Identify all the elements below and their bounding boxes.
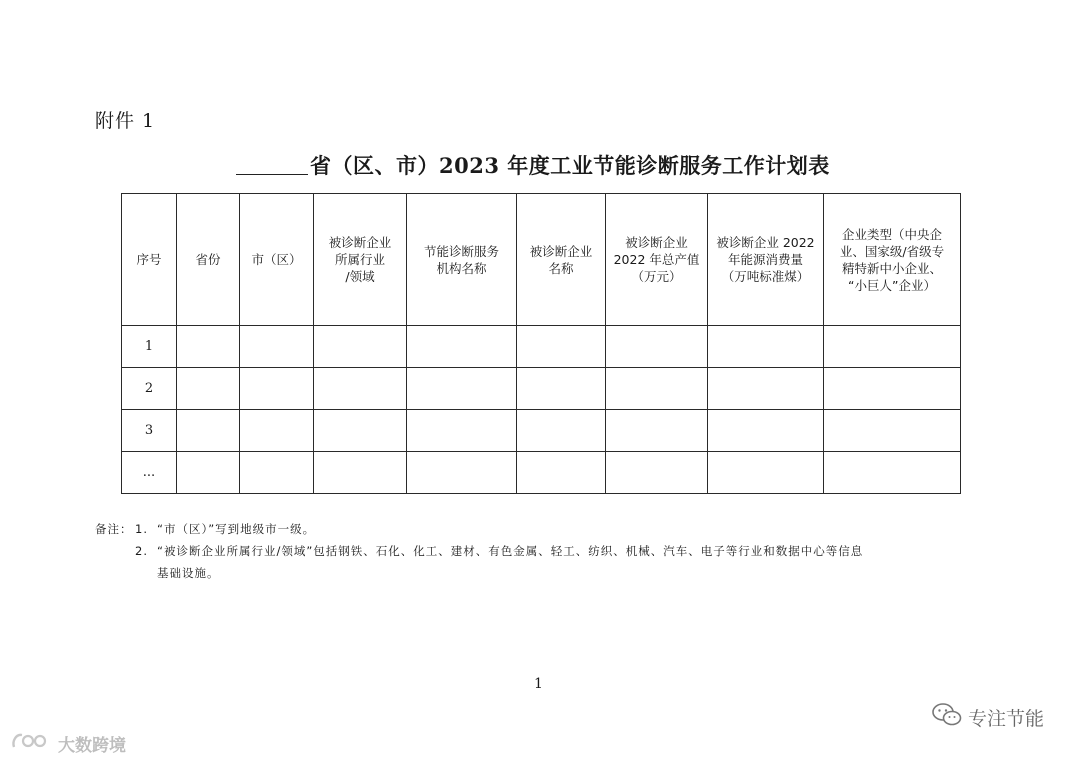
header-index: 序号 [122, 194, 177, 326]
cell-company-name [517, 452, 606, 494]
note-number: 2. [135, 544, 148, 558]
cell-company-type [824, 410, 961, 452]
watermark-right-text: 专注节能 [967, 708, 1044, 730]
cell-company-type [824, 326, 961, 368]
cell-company-name [517, 368, 606, 410]
header-company-name: 被诊断企业 名称 [517, 194, 606, 326]
header-city: 市（区） [240, 194, 314, 326]
wechat-icon [932, 702, 962, 733]
cell-energy-consumption [708, 326, 824, 368]
cell-output-value [606, 452, 708, 494]
header-industry: 被诊断企业 所属行业 /领域 [314, 194, 407, 326]
cell-industry [314, 368, 407, 410]
table-row [122, 326, 961, 368]
cell-city [240, 368, 314, 410]
note-text-continued: 基础设施。 [157, 566, 220, 580]
cell-service-org [407, 368, 517, 410]
cell-industry [314, 452, 407, 494]
header-energy-consumption: 被诊断企业 2022 年能源消费量 （万吨标准煤） [708, 194, 824, 326]
table-header-row [122, 194, 961, 326]
cell-service-org [407, 326, 517, 368]
cell-output-value [606, 368, 708, 410]
cell-energy-consumption [708, 452, 824, 494]
table-row [122, 368, 961, 410]
notes-section [95, 518, 975, 584]
cell-province [177, 410, 240, 452]
note-text: “被诊断企业所属行业/领域”包括钢铁、石化、化工、建材、有色金属、轻工、纺织、机械、汽车、电子等行业和数据中心等信息 [157, 544, 864, 558]
note-number: 1. [135, 522, 148, 536]
cell-output-value [606, 326, 708, 368]
cell-province [177, 452, 240, 494]
header-province: 省份 [177, 194, 240, 326]
attachment-label: 附件 1 [95, 110, 156, 132]
note-text: “市（区）”写到地级市一级。 [157, 522, 316, 536]
cell-city [240, 410, 314, 452]
row-index: ... [122, 452, 177, 494]
cell-province [177, 368, 240, 410]
cell-city [240, 452, 314, 494]
province-blank-line [236, 174, 308, 175]
header-output-value: 被诊断企业 2022 年总产值 （万元） [606, 194, 708, 326]
table-row [122, 410, 961, 452]
watermark-left [10, 731, 126, 756]
row-index: 2 [122, 368, 177, 410]
cell-city [240, 326, 314, 368]
cell-service-org [407, 452, 517, 494]
plan-table [121, 193, 961, 494]
cell-company-type [824, 368, 961, 410]
cell-industry [314, 326, 407, 368]
document-title [236, 150, 830, 180]
watermark-left-text: 大数跨境 [58, 736, 126, 756]
notes-lead: 备注： [95, 522, 133, 536]
header-company-type: 企业类型（中央企 业、国家级/省级专 精特新中小企业、 “小巨人”企业） [824, 194, 961, 326]
cell-service-org [407, 410, 517, 452]
table-row [122, 452, 961, 494]
cell-industry [314, 410, 407, 452]
notes-lead-spacer [95, 540, 135, 562]
cell-output-value [606, 410, 708, 452]
cell-energy-consumption [708, 410, 824, 452]
watermark-right [932, 702, 1044, 733]
page-number: 1 [534, 676, 543, 692]
brand-logo-icon [10, 731, 52, 756]
title-text: 省（区、市）2023 年度工业节能诊断服务工作计划表 [310, 153, 830, 178]
cell-energy-consumption [708, 368, 824, 410]
header-service-org: 节能诊断服务 机构名称 [407, 194, 517, 326]
cell-company-type [824, 452, 961, 494]
cell-company-name [517, 326, 606, 368]
row-index: 1 [122, 326, 177, 368]
cell-province [177, 326, 240, 368]
cell-company-name [517, 410, 606, 452]
row-index: 3 [122, 410, 177, 452]
